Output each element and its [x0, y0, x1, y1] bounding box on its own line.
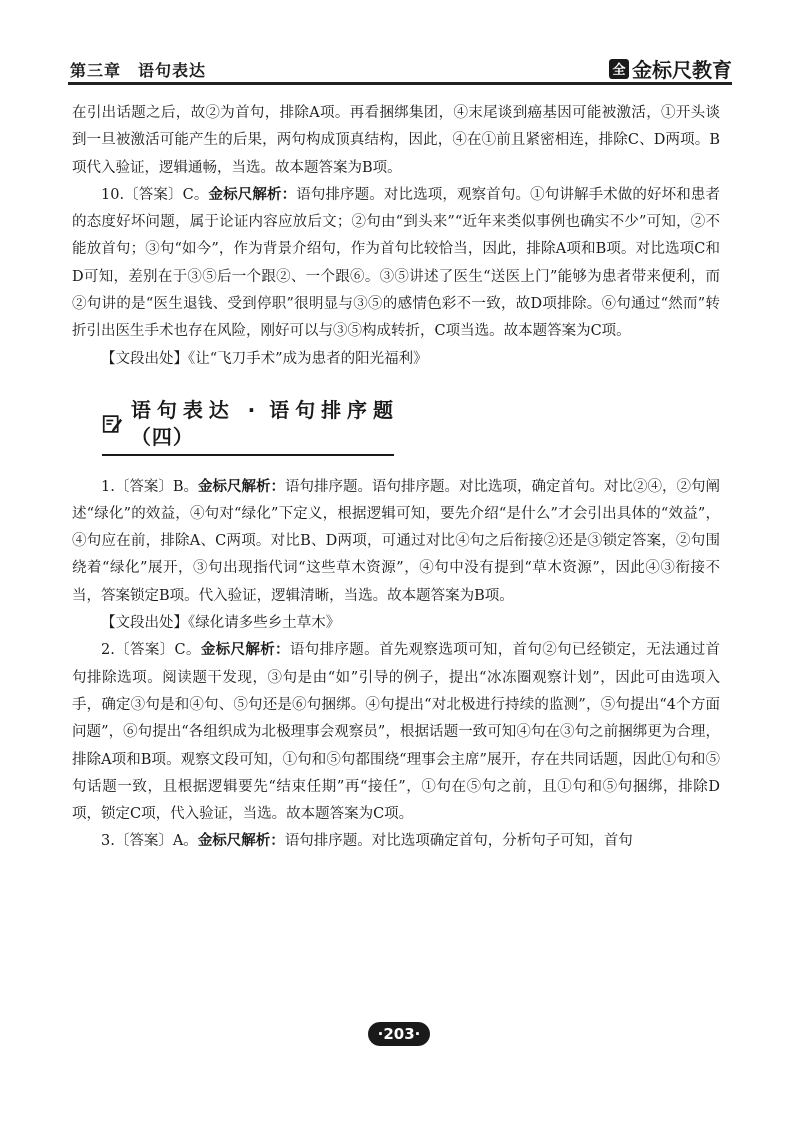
answer-1-label: 金标尺解析：: [198, 478, 285, 495]
section-title: 语句表达 · 语句排序题（四）: [130, 397, 394, 450]
page-number: [353, 1020, 445, 1048]
answer-10: [72, 182, 720, 346]
page-body: [72, 100, 720, 856]
publisher-logo: [609, 54, 732, 83]
answer-1-text: 语句排序题。语句排序题。对比选项，确定首句。对比②④，②句阐述“绿化”的效益，④句对“绿化”下定义，根据逻辑可知，要先介绍“是什么”才会引出具体的“效益”，④句应在前，排除A、C两项。对比B、D两项，可通过对比④句之后衔接②还是③锁定答案，②句围绕着“绿化”展开，③句出现指代词“这些草木资源”，④句中没有提到“草木资源”，因此④③衔接不当，答案锁定B项。代入验证，逻辑清晰，当选。故本题答案为B项。: [72, 478, 720, 604]
answer-2-text: 语句排序题。首先观察选项可知，首句②句已经锁定，无法通过首句排除选项。阅读题干发现，③句是由“如”引导的例子，提出“冰冻圈观察计划”，因此可由选项入手，确定③句是和④句、⑤句还是⑥句捆绑。④句提出“对北极进行持续的监测”，⑤句提出“4个方面问题”，⑥句提出“各组织成为北极理事会观察员”，根据话题一致可知④句在③句之前捆绑更为合理，排除A项和B项。观察文段可知，①句和⑤句都围绕“理事会主席”展开，存在共同话题，因此①句和⑤句话题一致，且根据逻辑要先“结束任期”再“接任”，①句在⑤句之前，且①句和⑤句捆绑，排除D项，锁定C项，代入验证，当选。故本题答案为C项。: [72, 642, 721, 823]
answer-2: [72, 637, 720, 828]
logo-text: 金标尺教育: [632, 58, 732, 82]
page-header: [68, 52, 732, 85]
section-heading: [102, 397, 394, 456]
answer-10-label: 金标尺解析：: [208, 186, 297, 203]
answer-1-prefix: 1.〔答案〕B。: [101, 478, 198, 495]
answer-1-source: 【文段出处】《绿化请多些乡土草木》: [101, 615, 341, 632]
answer-2-prefix: 2.〔答案〕C。: [101, 642, 201, 659]
answer-3-prefix: 3.〔答案〕A。: [101, 833, 198, 850]
paragraph-continued: 在引出话题之后，故②为首句，排除A项。再看捆绑集团，④末尾谈到癌基因可能被激活，①开头谈到一旦被激活可能产生的后果，两句构成顶真结构，因此，④在①前且紧密相连，排除C、D两项。B项代入验证，逻辑通畅，当选。故本题答案为B项。: [72, 105, 720, 176]
answer-3-text: 语句排序题。对比选项确定首句，分析句子可知，首句: [284, 833, 633, 850]
answer-3: [72, 828, 720, 855]
logo-icon: 全: [609, 59, 629, 79]
answer-10-prefix: 10.〔答案〕C。: [101, 186, 209, 203]
answer-10-source: 【文段出处】《让“飞刀手术”成为患者的阳光福利》: [101, 350, 428, 367]
answer-2-label: 金标尺解析：: [200, 642, 290, 659]
edit-icon: [102, 413, 123, 435]
answer-3-label: 金标尺解析：: [197, 833, 285, 850]
answer-1: [72, 474, 720, 610]
page-number-label: ·203·: [368, 1022, 431, 1046]
chapter-title: 第三章 语句表达: [70, 61, 207, 80]
answer-10-text: 语句排序题。对比选项，观察首句。①句讲解手术做的好坏和患者的态度好坏问题，属于论证内容应放后文；②句由“到头来”“近年来类似事例也确实不少”可知，②不能放首句；③句“如今”，作为背景介绍句，作为首句比较恰当，因此，排除A项和B项。对比选项C和D可知，差别在于③⑤后一个跟②、一个跟⑥。③⑤讲述了医生“送医上门”能够为患者带来便利，而②句讲的是“医生退钱、受到停职”很明显与③⑤的感情色彩不一致，故D项排除。⑥句通过“然而”转折引出医生手术也存在风险，刚好可以与③⑤构成转折，C项当选。故本题答案为C项。: [72, 186, 721, 340]
